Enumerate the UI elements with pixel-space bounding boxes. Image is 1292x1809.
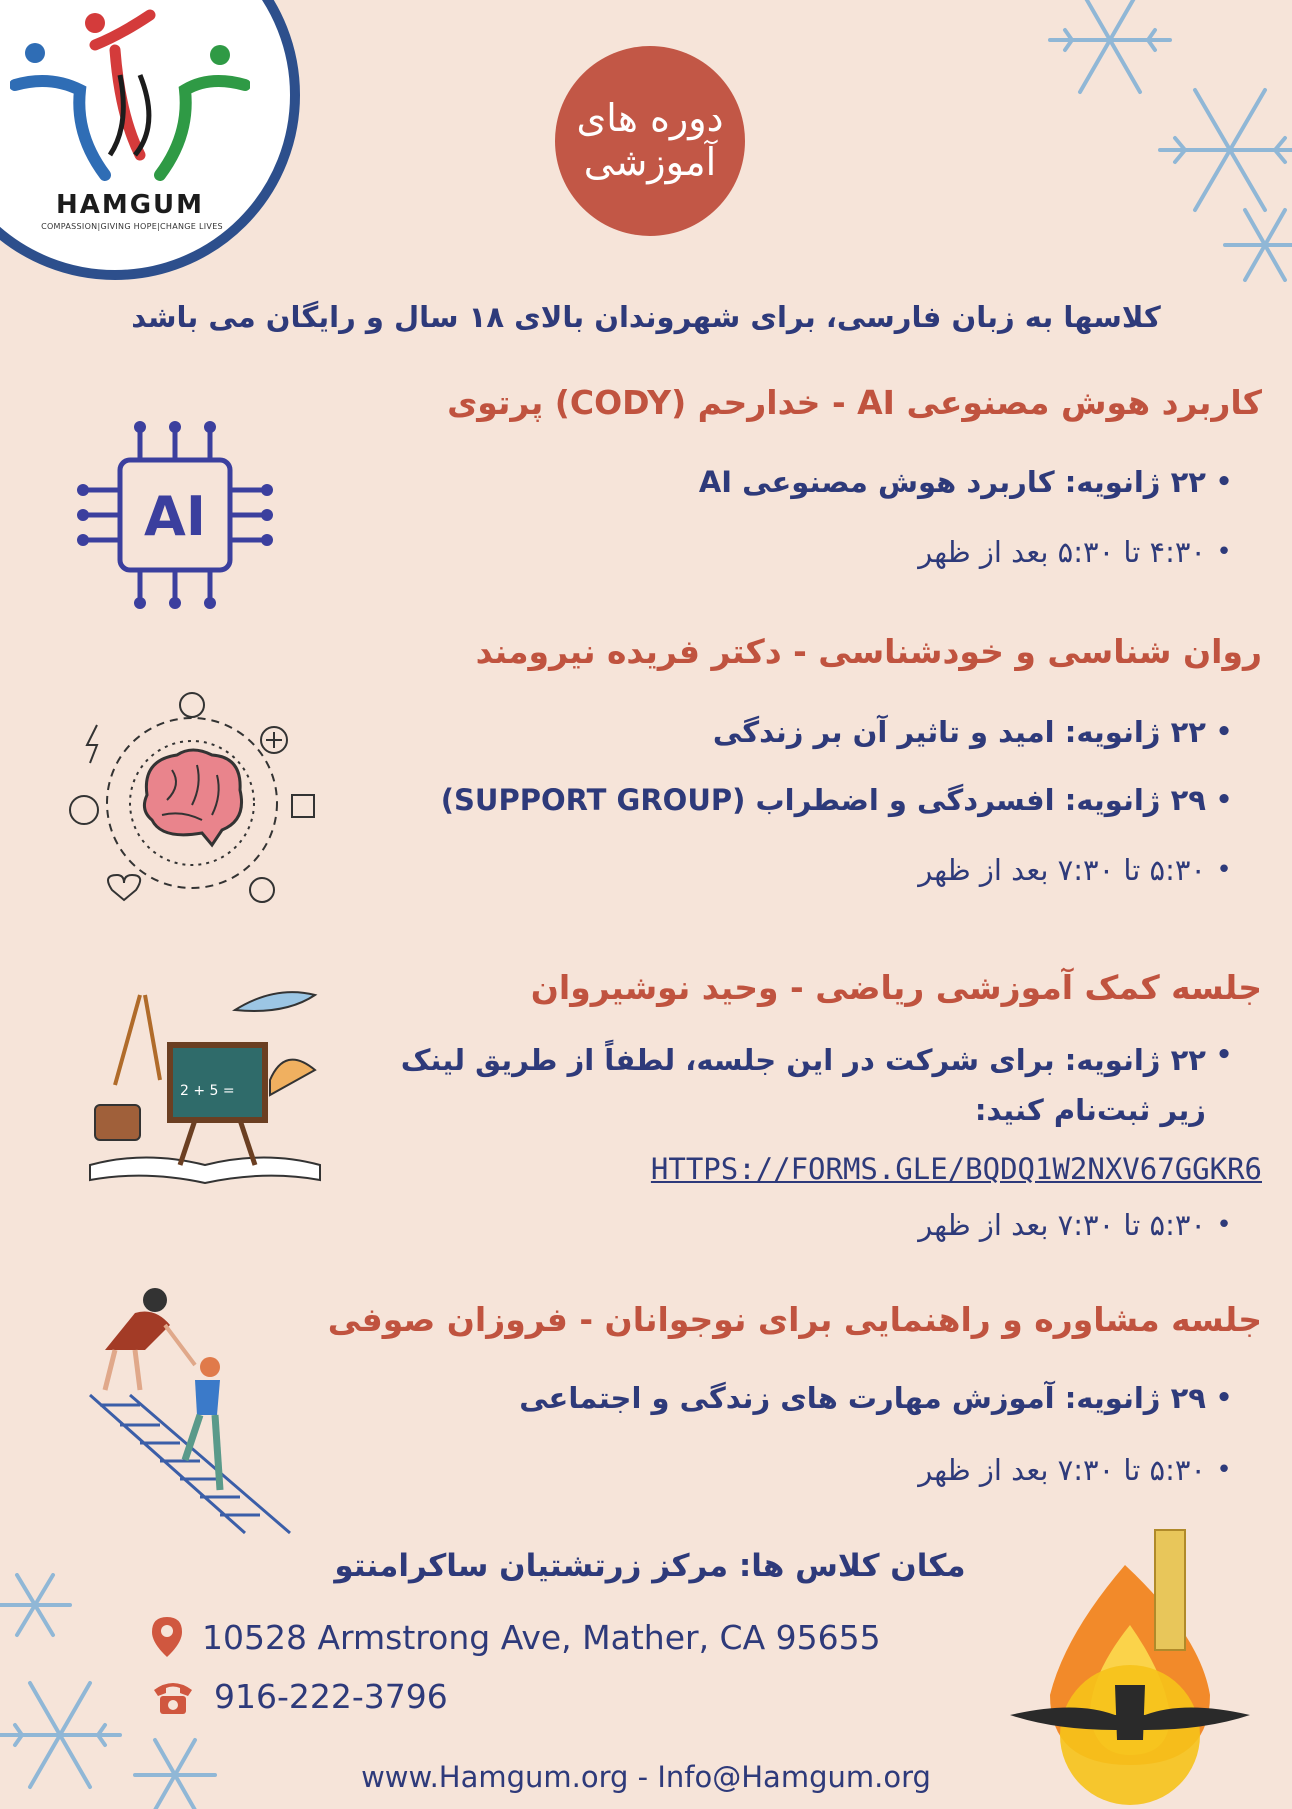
list-item-text: ۴:۳۰ تا ۵:۳۰ بعد از ظهر xyxy=(918,535,1206,569)
list-item-text: ۲۲ ژانویه: امید و تاثیر آن بر زندگی xyxy=(712,715,1206,749)
section-title-math: جلسه کمک آموزشی ریاضی - وحید نوشیروان xyxy=(530,968,1262,1007)
location-title: مکان کلاس ها: مرکز زرتشتیان ساکرامنتو xyxy=(334,1548,966,1584)
section-title-counseling: جلسه مشاوره و راهنمایی برای نوجوانان - فروزان صوفی xyxy=(327,1300,1262,1339)
svg-text:AI: AI xyxy=(144,485,206,548)
list-item: • ۲۲ ژانویه: برای شرکت در این جلسه، لطفاً از طریق لینک زیر ثبت‌نام کنید: xyxy=(382,1035,1242,1135)
list-item: • ۵:۳۰ تا ۷:۳۰ بعد از ظهر xyxy=(918,1205,1242,1245)
ai-chip-icon xyxy=(75,415,275,615)
list-item: • ۲۲ ژانویه: امید و تاثیر آن بر زندگی xyxy=(713,712,1242,752)
list-item-text: ۲۹ ژانویه: آموزش مهارت های زندگی و اجتماعی xyxy=(519,1381,1206,1415)
ladder-help-icon xyxy=(85,1285,300,1535)
page-title xyxy=(555,46,745,236)
list-item-text: ۲۲ ژانویه: برای شرکت در این جلسه، لطفاً از طریق لینک زیر ثبت‌نام کنید: xyxy=(400,1043,1206,1127)
section-title-psychology: روان شناسی و خودشناسی - دکتر فریده نیرومند xyxy=(475,632,1262,671)
location-pin-icon xyxy=(150,1615,184,1659)
list-item-text: ۵:۳۰ تا ۷:۳۰ بعد از ظهر xyxy=(918,853,1206,887)
snowflake-decoration-icon xyxy=(990,0,1292,290)
math-board-icon xyxy=(85,985,325,1190)
logo-name: HAMGUM xyxy=(55,190,205,220)
list-item: • ۲۹ ژانویه: افسردگی و اضطراب (SUPPORT GROUP) xyxy=(441,780,1242,820)
footer-contact: www.Hamgum.org - Info@Hamgum.org xyxy=(361,1760,931,1794)
logo-tagline: COMPASSION|GIVING HOPE|CHANGE LIVES xyxy=(41,222,223,231)
list-item: • ۵:۳۰ تا ۷:۳۰ بعد از ظهر xyxy=(918,1450,1242,1490)
list-item-text: ۵:۳۰ تا ۷:۳۰ بعد از ظهر xyxy=(918,1453,1206,1487)
address-text: 10528 Armstrong Ave, Mather, CA 95655 xyxy=(202,1617,881,1657)
list-item: • ۲۹ ژانویه: آموزش مهارت های زندگی و اجتماعی xyxy=(519,1378,1242,1418)
svg-text:2 + 5 =: 2 + 5 = xyxy=(180,1083,235,1099)
address xyxy=(150,1615,881,1659)
hamgum-people-icon xyxy=(10,5,250,190)
registration-link[interactable]: HTTPS://FORMS.GLE/BQDQ1W2NXV67GGKR6 xyxy=(650,1152,1262,1186)
section-title-ai: کاربرد هوش مصنوعی AI - خدارحم (CODY) پرتوی xyxy=(447,383,1262,422)
telephone-icon xyxy=(150,1678,196,1716)
list-item-text: ۵:۳۰ تا ۷:۳۰ بعد از ظهر xyxy=(918,1208,1206,1242)
page-title-line2: آموزشی xyxy=(583,140,717,184)
list-item-text: ۲۹ ژانویه: افسردگی و اضطراب (SUPPORT GROUP) xyxy=(440,783,1206,817)
list-item: • ۴:۳۰ تا ۵:۳۰ بعد از ظهر xyxy=(918,532,1242,572)
phone-text: 916-222-3796 xyxy=(214,1677,448,1716)
brain-icon xyxy=(62,685,322,915)
page-title-line1: دوره های xyxy=(576,96,724,141)
subtitle: کلاسها به زبان فارسی، برای شهروندان بالای ۱۸ سال و رایگان می باشد xyxy=(131,300,1161,334)
phone xyxy=(150,1677,448,1716)
list-item: • ۵:۳۰ تا ۷:۳۰ بعد از ظهر xyxy=(918,850,1242,890)
list-item: • ۲۲ ژانویه: کاربرد هوش مصنوعی AI xyxy=(699,462,1242,502)
list-item-text: ۲۲ ژانویه: کاربرد هوش مصنوعی AI xyxy=(698,465,1206,499)
